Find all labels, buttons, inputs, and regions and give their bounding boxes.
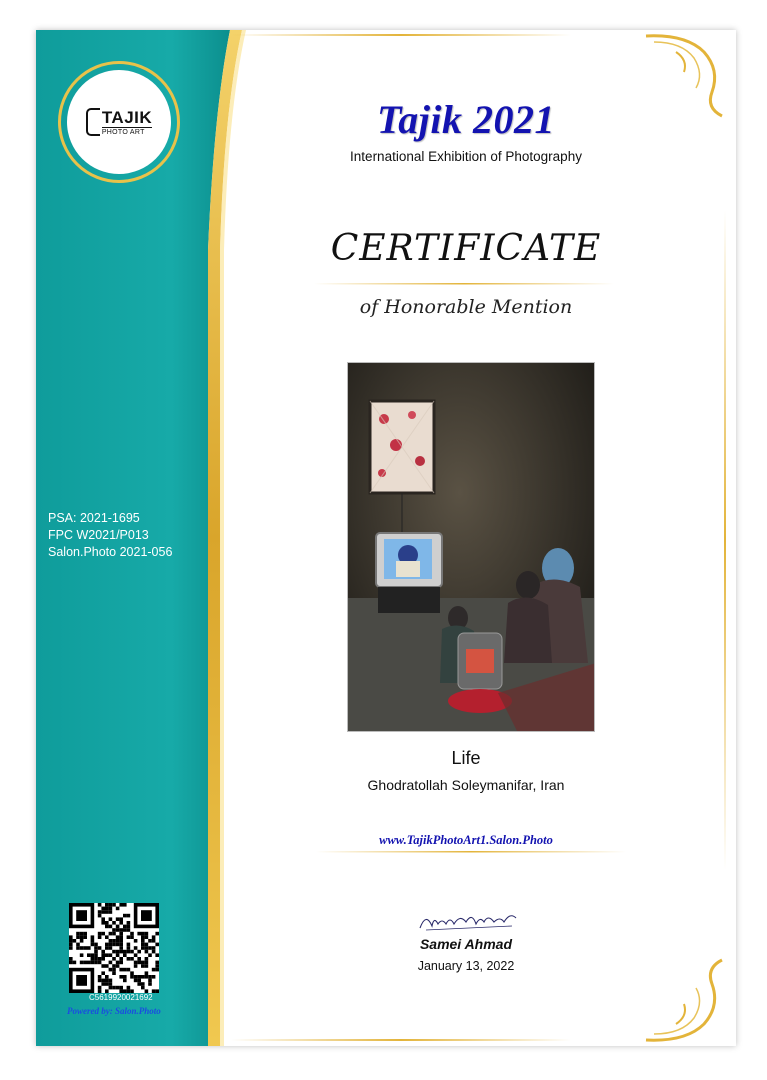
logo-sub-text: PHOTO ART xyxy=(102,127,152,136)
salon-code: Salon.Photo 2021-056 xyxy=(48,545,173,559)
signer-name: Samei Ahmad xyxy=(419,936,513,952)
exhibition-subtitle: International Exhibition of Photography xyxy=(350,149,582,164)
certificate-heading: CERTIFICATE xyxy=(330,228,602,269)
psa-code: PSA: 2021-1695 xyxy=(48,511,140,525)
photo-author: Ghodratollah Soleymanifar, Iran xyxy=(367,777,565,793)
powered-by: Powered by: Salon.Photo xyxy=(67,1006,161,1016)
awarded-photo xyxy=(347,362,595,732)
certificate-page xyxy=(36,30,736,1046)
logo-main-text: TAJIK xyxy=(101,107,153,127)
exhibition-title: Tajik 2021 xyxy=(377,97,555,142)
award-name: of Honorable Mention xyxy=(359,296,573,318)
fpc-code: FPC W2021/P013 xyxy=(48,528,149,542)
signature-icon xyxy=(416,908,526,934)
salon-website-link[interactable]: www.TajikPhotoArt1.Salon.Photo xyxy=(379,833,553,847)
certificate-date: January 13, 2022 xyxy=(417,959,515,973)
photo-title: Life xyxy=(451,748,481,768)
qr-id: C5619920021692 xyxy=(89,993,153,1002)
